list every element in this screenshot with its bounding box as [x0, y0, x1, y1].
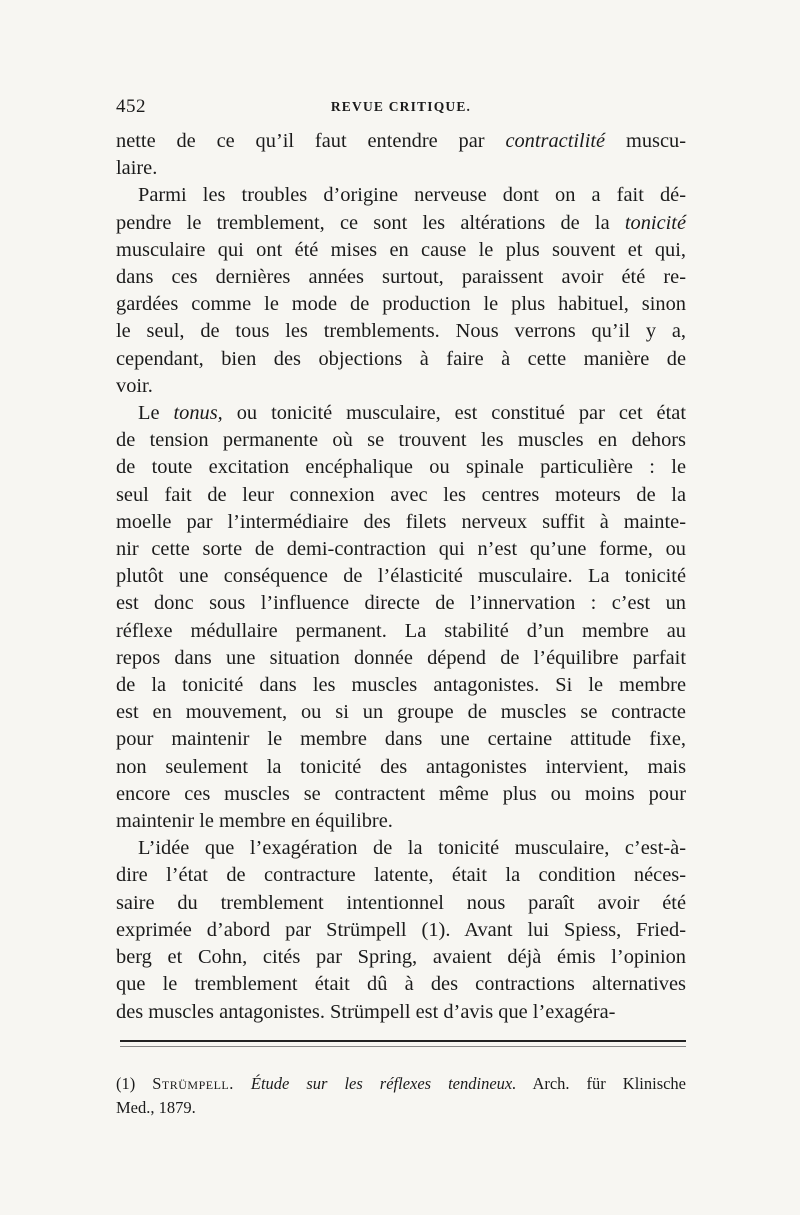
text-line: dire l’état de contracture latente, était la condition néces-: [116, 864, 686, 887]
text-line: est donc sous l’influence directe de l’innervation : c’est un: [116, 592, 686, 615]
text-line: Parmi les troubles d’origine nerveuse dont on a fait dé-: [138, 184, 686, 207]
paragraph: [116, 128, 686, 182]
text-line: de toute excitation encéphalique ou spinale particulière : le: [116, 456, 686, 479]
text-line: maintenir le membre en équilibre.: [116, 810, 393, 833]
text-line: voir.: [116, 374, 153, 397]
italic-term: contractilité: [505, 130, 606, 152]
footnote-rule-secondary: [120, 1046, 686, 1047]
page-number: 452: [116, 96, 146, 117]
text-line: exprimée d’abord par Strümpell (1). Avant lui Spiess, Fried-: [116, 918, 686, 941]
footnote-journal: Arch. für Klinische: [532, 1074, 687, 1093]
text-line: seul fait de leur connexion avec les centres moteurs de la: [116, 483, 686, 506]
main-text: [116, 128, 686, 1026]
text-line: pour maintenir le membre dans une certaine attitude fixe,: [116, 728, 686, 751]
running-title: REVUE CRITIQUE.: [330, 99, 472, 114]
text-line: est en mouvement, ou si un groupe de muscles se contracte: [116, 701, 686, 724]
footnote-marker: (1): [116, 1074, 136, 1093]
italic-term: tonus,: [173, 402, 223, 425]
text-line: de la tonicité dans les muscles antagonistes. Si le membre: [116, 674, 686, 697]
footnote-line-2: Med., 1879.: [116, 1098, 196, 1117]
footnote-rule: [120, 1040, 686, 1042]
text-line: laire.: [116, 157, 158, 180]
text-line: repos dans une situation donnée dépend de l’équilibre parfait: [116, 646, 686, 669]
text-line: dans ces dernières années surtout, paraissent avoir été re-: [116, 266, 686, 289]
page-header: [116, 96, 686, 120]
paragraph: [116, 182, 686, 400]
footnote-title: Étude sur les réflexes tendineux.: [250, 1074, 517, 1093]
text-line: encore ces muscles se contractent même plus ou moins pour: [116, 782, 686, 805]
text-line: réflexe médullaire permanent. La stabilité d’un membre au: [116, 619, 686, 642]
footnote: [116, 1072, 686, 1120]
footnote-line-1: [116, 1072, 686, 1096]
text-line: pendre le tremblement, ce sont les altérations de la tonicité: [116, 211, 686, 234]
text-line: berg et Cohn, cités par Spring, avaient déjà émis l’opinion: [116, 946, 686, 969]
text-line: que le tremblement était dû à des contractions alternatives: [116, 973, 686, 996]
text-line: le seul, de tous les tremblements. Nous verrons qu’il y a,: [116, 320, 686, 343]
text-line: cependant, bien des objections à faire à cette manière de: [116, 347, 686, 370]
italic-term: tonicité: [624, 211, 686, 234]
text-line: non seulement la tonicité des antagonistes intervient, mais: [116, 755, 686, 778]
footnote-author: Strümpell.: [152, 1074, 234, 1093]
paragraph: [116, 835, 686, 1025]
text-line: L’idée que l’exagération de la tonicité musculaire, c’est-à-: [138, 837, 686, 860]
text-line: gardées comme le mode de production le plus habituel, sinon: [116, 293, 686, 316]
text-line: Le tonus, ou tonicité musculaire, est constitué par cet état: [138, 402, 686, 425]
text-line: moelle par l’intermédiaire des filets nerveux suffit à mainte-: [116, 510, 686, 533]
text-line: musculaire qui ont été mises en cause le plus souvent et qui,: [116, 238, 686, 261]
text-line: nette de ce qu’il faut entendre par contractilité muscu-: [116, 130, 686, 152]
text-line: plutôt une conséquence de l’élasticité musculaire. La tonicité: [116, 565, 686, 588]
text-line: des muscles antagonistes. Strümpell est d’avis que l’exagéra-: [116, 1000, 616, 1023]
text-line: saire du tremblement intentionnel nous paraît avoir été: [116, 891, 686, 914]
text-line: nir cette sorte de demi-contraction qui n’est qu’une forme, ou: [116, 538, 686, 561]
text-line: de tension permanente où se trouvent les muscles en dehors: [116, 429, 686, 452]
paragraph: [116, 400, 686, 835]
